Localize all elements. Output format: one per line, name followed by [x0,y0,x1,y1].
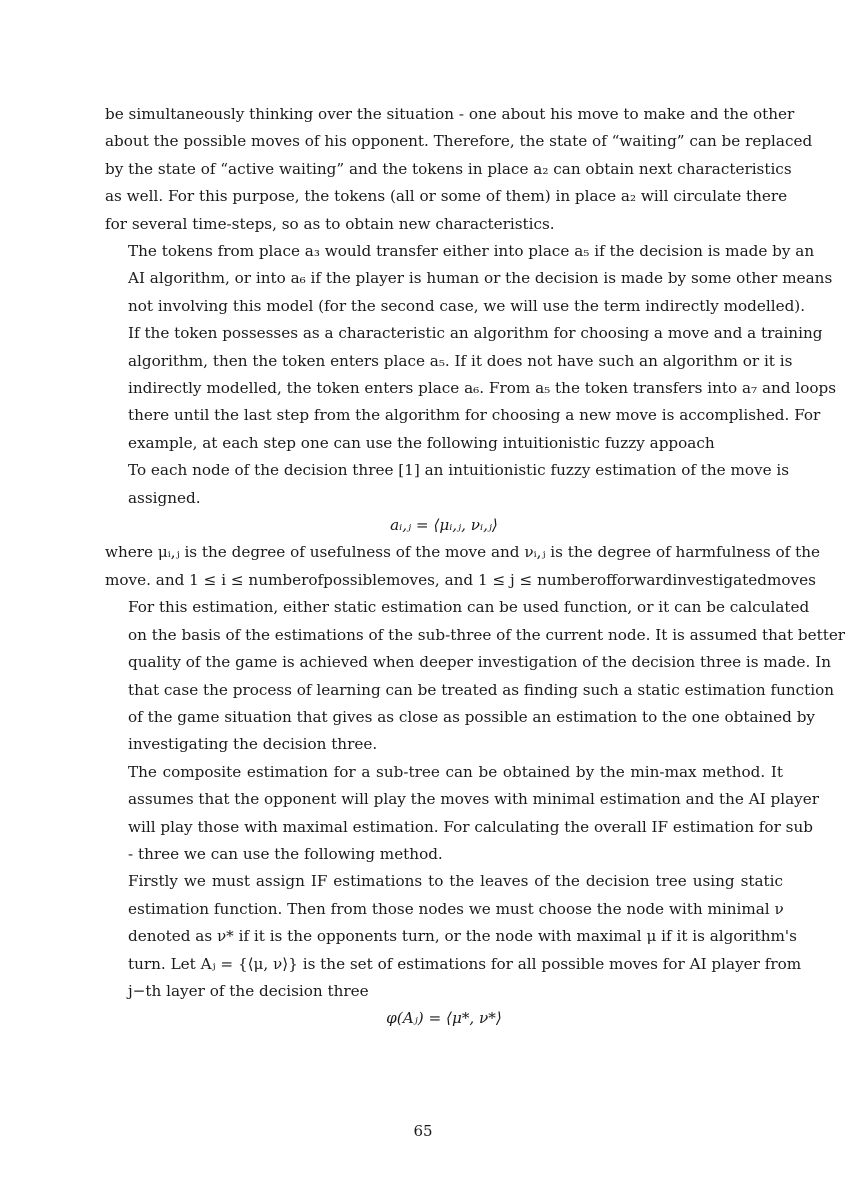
text-line: denoted as ν* if it is the opponents turn, or the node with maximal μ if it is algorithm's [128,927,797,946]
text-line: will play those with maximal estimation. For calculating the overall IF estimation for sub [128,817,813,836]
text-line: The tokens from place a₃ would transfer either into place a₅ if the decision is made by an [128,242,815,261]
equation-phi: φ(Aⱼ) = ⟨μ*, ν*⟩ [386,1009,502,1028]
text-line: algorithm, then the token enters place a₅. If it does not have such an algorithm or it is [128,351,793,370]
paragraph-7 [105,868,802,1005]
text-line: on the basis of the estimations of the sub-three of the current node. It is assumed that better [128,625,846,644]
text-line: turn. Let Aⱼ = {⟨μ, ν⟩} is the set of estimations for all possible moves for AI player from [128,954,802,973]
text-line: j−th layer of the decision three [128,981,369,1000]
equation-estimation: aᵢ,ⱼ = ⟨μᵢ,ⱼ, νᵢ,ⱼ⟩ [390,516,498,535]
text-line: To each node of the decision three [1] an intuitionistic fuzzy estimation of the move is [128,461,790,480]
text-line: by the state of “active waiting” and the tokens in place a₂ can obtain next characteristics [105,159,792,178]
paragraph-4 [105,539,820,594]
paragraph-6 [105,759,819,869]
text-line: For this estimation, either static estimation can be used function, or it can be calculated [128,598,810,617]
text-line: Firstly we must assign IF estimations to the leaves of the decision tree using static [128,872,783,891]
paragraph-2 [105,238,837,457]
page-number: 65 [413,1122,433,1140]
paragraph-1 [105,101,813,238]
text-line: estimation function. Then from those nodes we must choose the node with minimal ν [128,899,784,918]
text-line: where μᵢ,ⱼ is the degree of usefulness of the move and νᵢ,ⱼ is the degree of harmfulness of the [105,543,820,562]
text-line: assumes that the opponent will play the moves with minimal estimation and the AI player [128,790,819,809]
text-line: If the token possesses as a characteristic an algorithm for choosing a move and a training [128,324,823,343]
text-line: The composite estimation for a sub-tree can be obtained by the min-max method. It [128,762,783,781]
paragraph-5 [105,594,846,758]
text-line: AI algorithm, or into a₆ if the player is human or the decision is made by some other means [128,269,833,288]
text-line: not involving this model (for the second case, we will use the term indirectly modelled). [128,296,806,315]
paragraph-3 [105,457,790,512]
text-line: be simultaneously thinking over the situation - one about his move to make and the other [105,105,795,123]
document-body [105,101,846,1033]
text-line: move. and 1 ≤ i ≤ numberofpossiblemoves, and 1 ≤ j ≤ numberofforwardinvestigatedmoves [105,570,816,589]
text-line: that case the process of learning can be treated as finding such a static estimation function [128,680,835,699]
text-line: for several time-steps, so as to obtain new characteristics. [105,214,555,233]
text-line: quality of the game is achieved when deeper investigation of the decision three is made. In [128,653,831,672]
text-line: example, at each step one can use the following intuitionistic fuzzy appoach [128,433,715,452]
text-line: as well. For this purpose, the tokens (all or some of them) in place a₂ will circulate there [105,187,788,206]
text-line: indirectly modelled, the token enters place a₆. From a₅ the token transfers into a₇ and loops [128,379,837,398]
text-line: investigating the decision three. [128,735,378,754]
text-line: about the possible moves of his opponent. Therefore, the state of “waiting” can be replaced [105,132,813,151]
text-line: there until the last step from the algorithm for choosing a new move is accomplished. For [128,406,821,425]
text-line: assigned. [128,488,201,507]
text-line: - three we can use the following method. [128,844,443,863]
text-line: of the game situation that gives as close as possible an estimation to the one obtained by [128,707,815,726]
